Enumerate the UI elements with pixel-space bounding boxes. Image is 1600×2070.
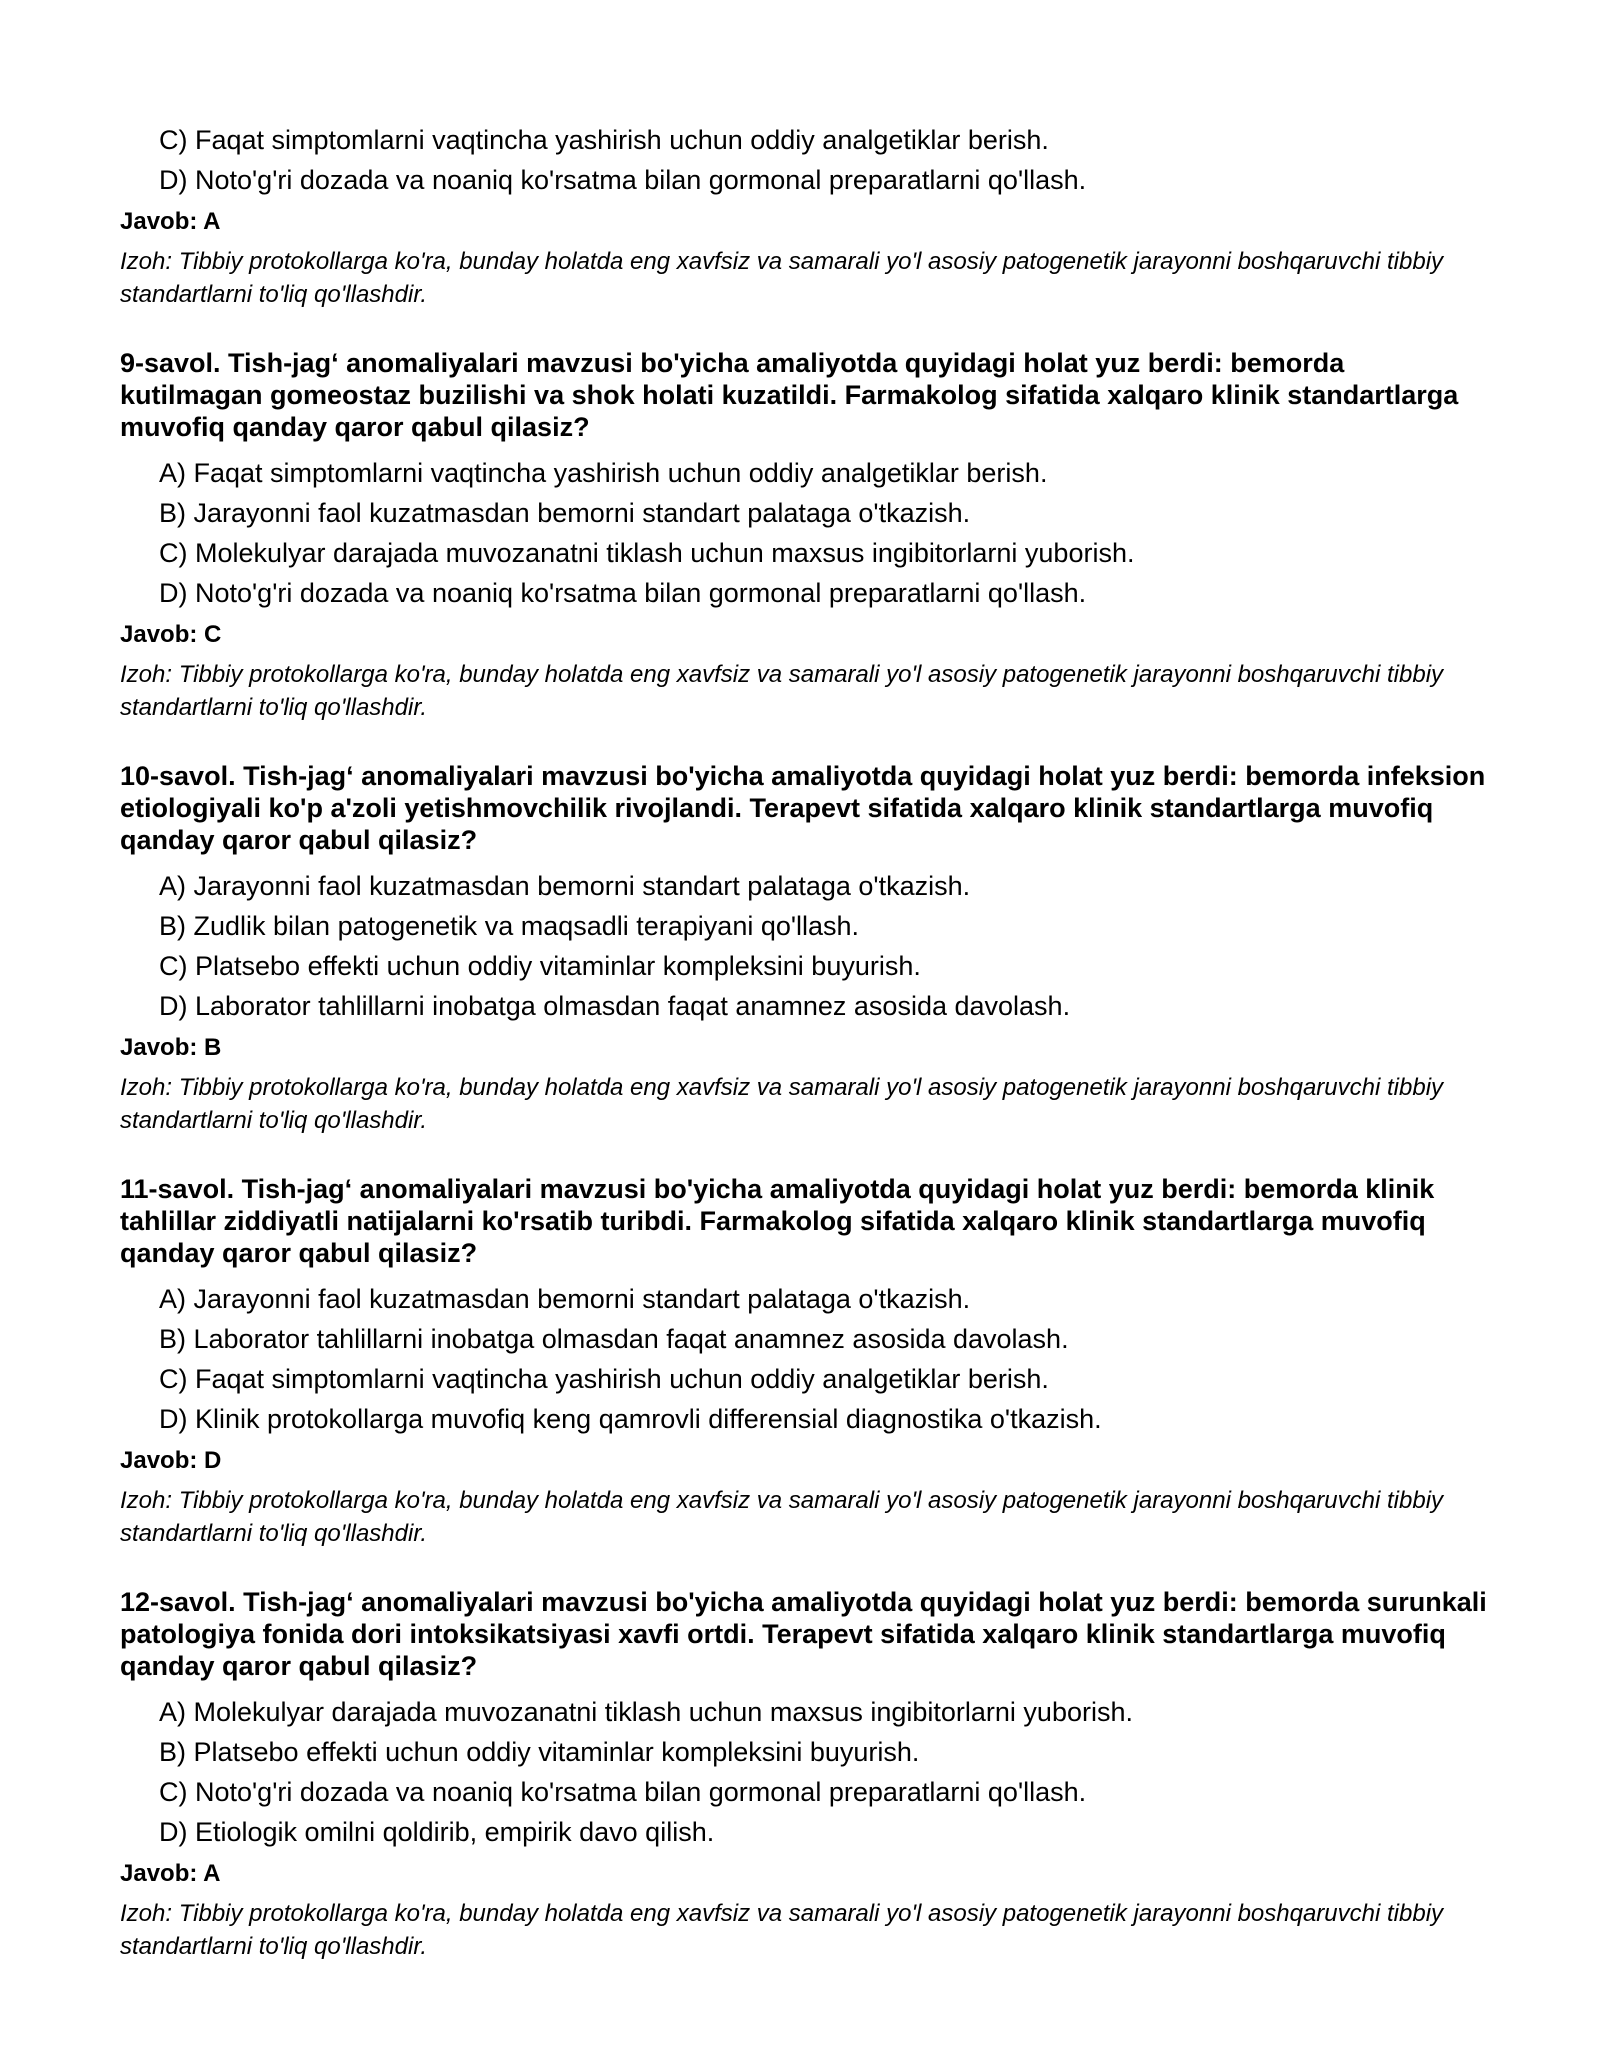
option-c: C) Faqat simptomlarni vaqtincha yashirish uchun oddiy analgetiklar berish. [159, 1364, 1049, 1394]
question-9 [120, 347, 1490, 724]
answer-options [120, 1279, 1490, 1439]
option-d: D) Laborator tahlillarni inobatga olmasdan faqat anamnez asosida davolash. [159, 991, 1071, 1021]
option-b: B) Jarayonni faol kuzatmasdan bemorni standart palataga o'tkazish. [159, 498, 971, 528]
explanation-note: Izoh: Tibbiy protokollarga ko'ra, bunday holatda eng xavfsiz va samarali yo'l asosiy patogenetik jarayonni boshqaruvchi tibbiy standartlarni to'liq qo'llashdir. [120, 1074, 1444, 1134]
answer-label: Javob: A [120, 1860, 221, 1887]
option-a: A) Jarayonni faol kuzatmasdan bemorni standart palataga o'tkazish. [159, 1284, 971, 1314]
option-d: D) Noto'g'ri dozada va noaniq ko'rsatma bilan gormonal preparatlarni qo'llash. [159, 578, 1087, 608]
option-d: D) Noto'g'ri dozada va noaniq ko'rsatma bilan gormonal preparatlarni qo'llash. [159, 165, 1087, 195]
option-c: C) Molekulyar darajada muvozanatni tiklash uchun maxsus ingibitorlarni yuborish. [159, 538, 1135, 568]
question-12 [120, 1586, 1490, 1963]
explanation-note: Izoh: Tibbiy protokollarga ko'ra, bunday holatda eng xavfsiz va samarali yo'l asosiy patogenetik jarayonni boshqaruvchi tibbiy standartlarni to'liq qo'llashdir. [120, 1900, 1444, 1960]
option-a: A) Faqat simptomlarni vaqtincha yashirish uchun oddiy analgetiklar berish. [159, 458, 1048, 488]
option-d: D) Klinik protokollarga muvofiq keng qamrovli differensial diagnostika o'tkazish. [159, 1404, 1102, 1434]
explanation-note: Izoh: Tibbiy protokollarga ko'ra, bunday holatda eng xavfsiz va samarali yo'l asosiy patogenetik jarayonni boshqaruvchi tibbiy standartlarni to'liq qo'llashdir. [120, 661, 1444, 721]
answer-label: Javob: C [120, 621, 222, 648]
question-text: 11-savol. Tish-jag‘ anomaliyalari mavzusi bo'yicha amaliyotda quyidagi holat yuz berdi: bemorda klinik tahlillar ziddiyatli natijalarni ko'rsatib turibdi. Farmakolog sifatida xalqaro klinik standartlarga muvofiq qanday qaror qabul qilasiz? [120, 1174, 1435, 1268]
answer-options [120, 866, 1490, 1026]
question-8-continuation [120, 120, 1490, 311]
answer-label: Javob: A [120, 208, 221, 235]
answer-label: Javob: D [120, 1447, 222, 1474]
question-10 [120, 760, 1490, 1137]
question-text: 10-savol. Tish-jag‘ anomaliyalari mavzusi bo'yicha amaliyotda quyidagi holat yuz berdi: bemorda infeksion etiologiyali ko'p a'zoli yetishmovchilik rivojlandi. Terapevt sifatida xalqaro klinik standartlarga muvofiq qanday qaror qabul qilasiz? [120, 761, 1486, 855]
option-a: A) Molekulyar darajada muvozanatni tiklash uchun maxsus ingibitorlarni yuborish. [159, 1697, 1133, 1727]
answer-options [120, 1692, 1490, 1852]
explanation-note: Izoh: Tibbiy protokollarga ko'ra, bunday holatda eng xavfsiz va samarali yo'l asosiy patogenetik jarayonni boshqaruvchi tibbiy standartlarni to'liq qo'llashdir. [120, 248, 1444, 308]
answer-label: Javob: B [120, 1034, 222, 1061]
explanation-note: Izoh: Tibbiy protokollarga ko'ra, bunday holatda eng xavfsiz va samarali yo'l asosiy patogenetik jarayonni boshqaruvchi tibbiy standartlarni to'liq qo'llashdir. [120, 1487, 1444, 1547]
question-text: 9-savol. Tish-jag‘ anomaliyalari mavzusi bo'yicha amaliyotda quyidagi holat yuz berdi: bemorda kutilmagan gomeostaz buzilishi va shok holati kuzatildi. Farmakolog sifatida xalqaro klinik standartlarga muvofiq qanday qaror qabul qilasiz? [120, 348, 1459, 442]
answer-options [120, 453, 1490, 613]
option-b: B) Platsebo effekti uchun oddiy vitaminlar kompleksini buyurish. [159, 1737, 920, 1767]
document-page [120, 120, 1490, 1963]
option-a: A) Jarayonni faol kuzatmasdan bemorni standart palataga o'tkazish. [159, 871, 971, 901]
option-c: C) Faqat simptomlarni vaqtincha yashirish uchun oddiy analgetiklar berish. [159, 125, 1049, 155]
question-text: 12-savol. Tish-jag‘ anomaliyalari mavzusi bo'yicha amaliyotda quyidagi holat yuz berdi: bemorda surunkali patologiya fonida dori intoksikatsiyasi xavfi ortdi. Terapevt sifatida xalqaro klinik standartlarga muvofiq qanday qaror qabul qilasiz? [120, 1587, 1487, 1681]
option-b: B) Zudlik bilan patogenetik va maqsadli terapiyani qo'llash. [159, 911, 860, 941]
option-b: B) Laborator tahlillarni inobatga olmasdan faqat anamnez asosida davolash. [159, 1324, 1069, 1354]
answer-options [120, 120, 1490, 200]
option-d: D) Etiologik omilni qoldirib, empirik davo qilish. [159, 1817, 715, 1847]
option-c: C) Noto'g'ri dozada va noaniq ko'rsatma bilan gormonal preparatlarni qo'llash. [159, 1777, 1087, 1807]
question-11 [120, 1173, 1490, 1550]
option-c: C) Platsebo effekti uchun oddiy vitaminlar kompleksini buyurish. [159, 951, 921, 981]
